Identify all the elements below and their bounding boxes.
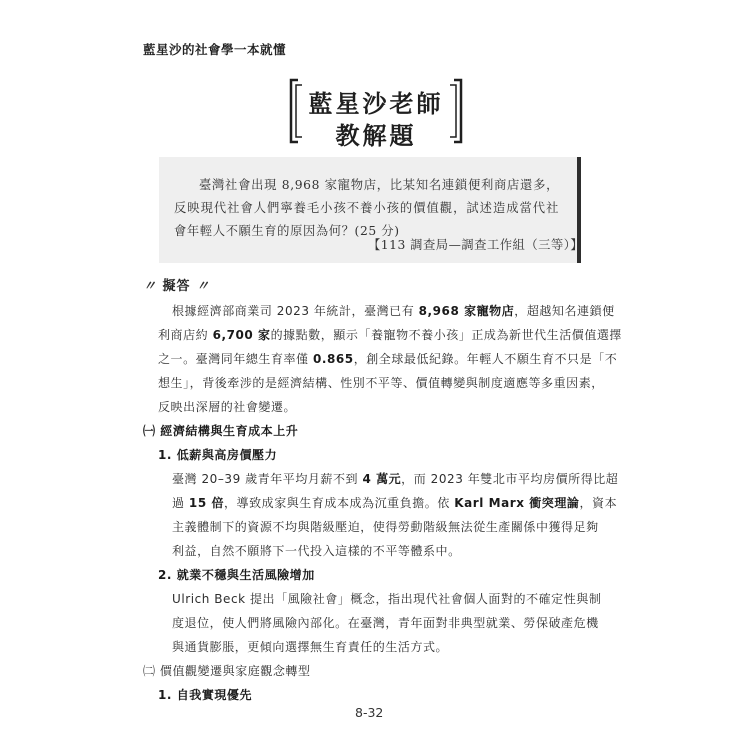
text-segment: 根據經濟部商業司 2023 年統計，臺灣已有 <box>172 304 419 318</box>
bold-segment: Karl Marx 衝突理論 <box>454 496 580 510</box>
subsection-heading: 2. 就業不穩與生活風險增加 <box>158 568 315 582</box>
answer-heading <box>143 275 210 294</box>
intro-line <box>158 326 622 343</box>
body-line: 度退位，使人們將風險內部化。在臺灣，青年面對非典型就業、勞保破產危機 <box>172 616 599 630</box>
text-segment: ，資本 <box>579 496 618 510</box>
answer-heading-label: 擬答 <box>162 279 191 294</box>
text-segment: 之一。臺灣同年總生育率僅 <box>158 352 313 366</box>
running-header: 藍星沙的社會學一本就懂 <box>143 42 287 57</box>
subsection-heading: 1. 低薪與高房價壓力 <box>158 448 278 462</box>
body-line: 與通貨膨脹，更傾向選擇無生育責任的生活方式。 <box>172 640 449 654</box>
answer-heading-mark-right: 〃 <box>196 279 211 294</box>
subsection-heading: 1. 自我實現優先 <box>158 688 253 702</box>
text-segment: 的據點數，顯示「養寵物不養小孩」正成為新世代生活價值選擇 <box>270 328 622 342</box>
text-segment: ，創全球最低紀錄。年輕人不願生育不只是「不 <box>353 352 618 366</box>
text-segment: 臺灣 20–39 歲青年平均月薪不到 <box>172 472 363 486</box>
bold-segment: 0.865 <box>312 352 354 366</box>
text-segment: 過 <box>172 496 189 510</box>
intro-line: 想生」，背後牽涉的是經濟結構、性別不平等、價值轉變與制度適應等多重因素， <box>158 376 604 390</box>
bold-segment: 8,968 家寵物店 <box>418 304 515 318</box>
text-segment: ，超越知名連鎖便 <box>514 304 615 318</box>
body-line: Ulrich Beck 提出「風險社會」概念，指出現代社會個人面對的不確定性與制 <box>172 592 602 606</box>
answer-heading-mark-left: 〃 <box>143 279 158 294</box>
bold-segment: 15 倍 <box>188 496 224 510</box>
text-segment: ，而 2023 年雙北市平均房價所得比超 <box>401 472 619 486</box>
page-number: 8-32 <box>355 705 384 720</box>
section-heading: ㈡ 價值觀變遷與家庭觀念轉型 <box>143 664 311 678</box>
intro-line <box>158 350 617 367</box>
bold-segment: 6,700 家 <box>212 328 271 342</box>
title-line-2: 教解題 <box>335 122 417 150</box>
text-segment: 利商店約 <box>158 328 213 342</box>
text-segment: ，導致成家與生育成本成為沉重負擔。依 <box>224 496 455 510</box>
intro-line <box>172 302 615 319</box>
title-banner <box>284 76 468 150</box>
intro-line: 反映出深層的社會變遷。 <box>158 400 297 414</box>
body-line <box>172 470 618 487</box>
body-line: 利益，自然不願將下一代投入這樣的不平等體系中。 <box>172 544 461 558</box>
question-text: 臺灣社會出現 8,968 家寵物店，比某知名連鎖便利商店還多，反映現代社會人們寧養毛小孩不養小孩的價值觀，試述造成當代社會年輕人不願生育的原因為何？(25 分) <box>174 178 559 238</box>
section-heading: ㈠ 經濟結構與生育成本上升 <box>143 424 299 438</box>
body-line: 主義體制下的資源不均與階級壓迫，使得勞動階級無法從生產關係中獲得足夠 <box>172 520 599 534</box>
bold-segment: 4 萬元 <box>362 472 402 486</box>
question-source: 【113 調查局—調查工作組（三等）】 <box>368 238 584 252</box>
title-line-1: 藍星沙老師 <box>308 90 444 118</box>
body-line <box>172 494 617 511</box>
